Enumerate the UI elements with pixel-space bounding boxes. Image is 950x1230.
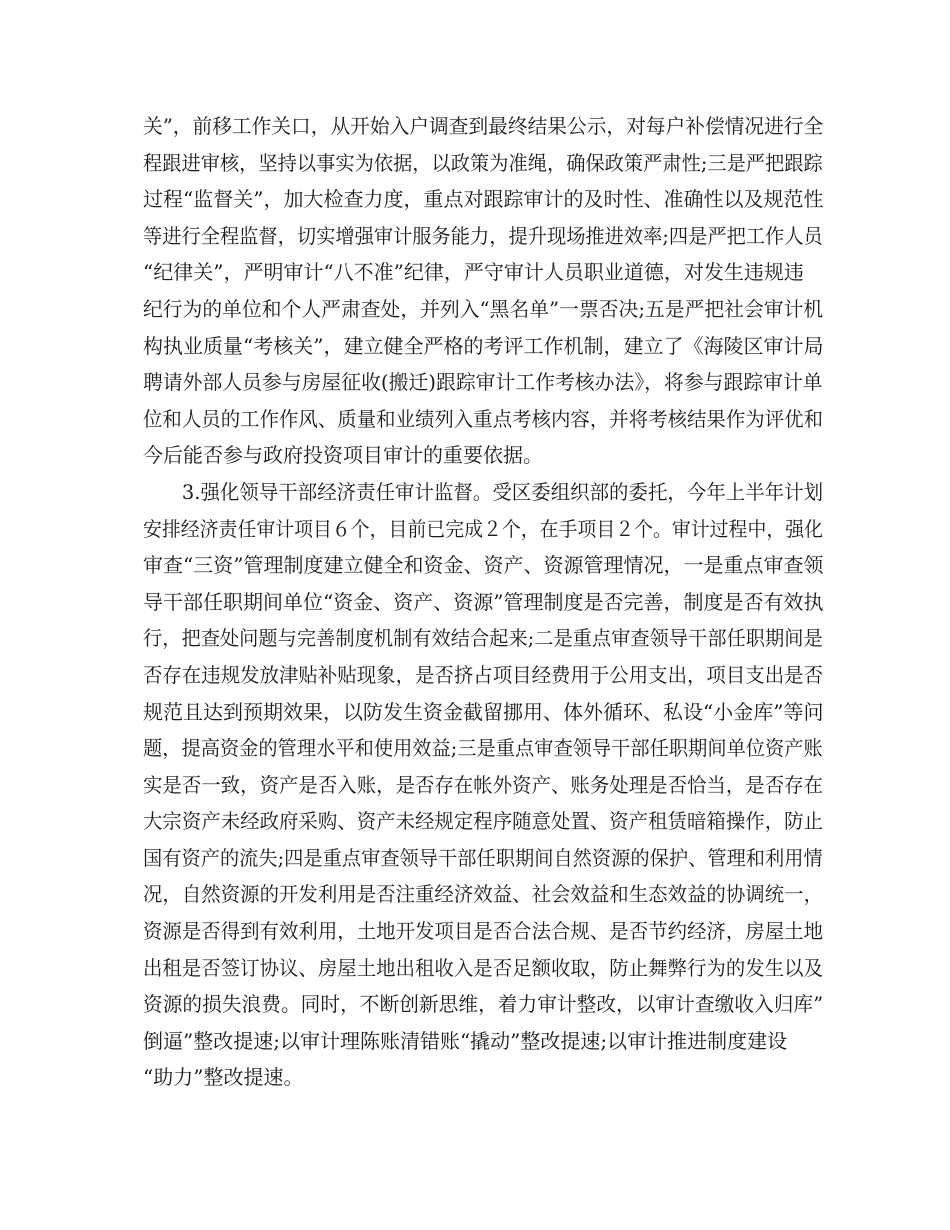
text-line: 纪行为的单位和个人严肃查处，并列入“黑名单”一票否决;五是严把社会审计机 — [143, 296, 824, 321]
text-line: 审查“三资”管理制度建立健全和资金、资产、资源管理情况，一是重点审查领 — [143, 553, 824, 578]
text-line: 等进行全程监督，切实增强审计服务能力，提升现场推进效率;四是严把工作人员 — [143, 223, 823, 248]
text-line: 否存在违规发放津贴补贴现象，是否挤占项目经费用于公用支出，项目支出是否 — [143, 662, 823, 687]
text-line: 关”，前移工作关口，从开始入户调查到最终结果公示，对每户补偿情况进行全 — [143, 114, 824, 138]
text-line: 实是否一致，资产是否入账，是否存在帐外资产、账务处理是否恰当，是否存在 — [143, 772, 823, 797]
text-line: 规范且达到预期效果，以防发生资金截留挪用、体外循环、私设“小金库”等问 — [143, 699, 824, 724]
text-line: 3.强化领导干部经济责任审计监督。受区委组织部的委托，今年上半年计划 — [143, 479, 824, 504]
text-line: 今后能否参与政府投资项目审计的重要依据。 — [143, 443, 543, 468]
text-line: 位和人员的工作作风、质量和业绩列入重点考核内容，并将考核结果作为评优和 — [143, 406, 823, 431]
text-line: 程跟进审核，坚持以事实为依据，以政策为准绳，确保政策严肃性;三是严把跟踪 — [143, 150, 823, 175]
text-line: 倒逼”整改提速;以审计理陈账清错账“撬动”整改提速;以审计推进制度建设 — [143, 1028, 788, 1053]
text-line: 题，提高资金的管理水平和使用效益;三是重点审查领导干部任职期间单位资产账 — [143, 736, 823, 761]
text-line: “纪律关”，严明审计“八不准”纪律，严守审计人员职业道德，对发生违规违 — [143, 260, 804, 285]
text-line: 资源是否得到有效利用，土地开发项目是否合法合规、是否节约经济，房屋土地 — [143, 919, 823, 944]
text-line: 导干部任职期间单位“资金、资产、资源”管理制度是否完善，制度是否有效执 — [143, 589, 824, 614]
body-text — [143, 108, 823, 1096]
text-line: 国有资产的流失;四是重点审查领导干部任职期间自然资源的保护、管理和利用情 — [143, 845, 823, 870]
text-line: 况，自然资源的开发利用是否注重经济效益、社会效益和生态效益的协调统一， — [143, 882, 823, 907]
text-line: 聘请外部人员参与房屋征收(搬迁)跟踪审计工作考核办法》，将参与跟踪审计单 — [143, 370, 823, 395]
text-line: 过程“监督关”，加大检查力度，重点对跟踪审计的及时性、准确性以及规范性 — [143, 187, 824, 212]
text-line: “助力”整改提速。 — [143, 1065, 304, 1090]
text-line: 安排经济责任审计项目６个，目前已完成２个，在手项目２个。审计过程中，强化 — [143, 516, 823, 541]
text-line: 构执业质量“考核关”，建立健全严格的考评工作机制，建立了《海陵区审计局 — [143, 333, 824, 358]
text-line: 大宗资产未经政府采购、资产未经规定程序随意处置、资产租赁暗箱操作，防止 — [143, 809, 823, 834]
text-line: 行，把查处问题与完善制度机制有效结合起来;二是重点审查领导干部任职期间是 — [143, 626, 823, 651]
text-line: 出租是否签订协议、房屋土地出租收入是否足额收取，防止舞弊行为的发生以及 — [143, 955, 823, 980]
text-line: 资源的损失浪费。同时，不断创新思维，着力审计整改，以审计查缴收入归库” — [143, 992, 824, 1017]
